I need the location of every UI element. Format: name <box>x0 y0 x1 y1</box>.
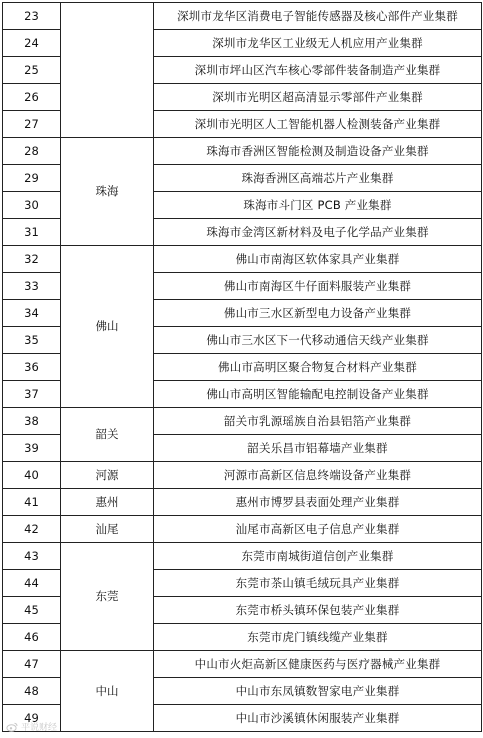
table-row <box>3 651 482 678</box>
city-cell: 佛山 <box>61 246 154 408</box>
cluster-name-cell: 佛山市三水区下一代移动通信天线产业集群 <box>154 327 482 354</box>
table-row <box>3 246 482 273</box>
row-number-cell: 44 <box>3 570 61 597</box>
cluster-name-cell: 河源市高新区信息终端设备产业集群 <box>154 462 482 489</box>
row-number-cell: 27 <box>3 111 61 138</box>
table-row <box>3 489 482 516</box>
weibo-icon <box>6 722 18 732</box>
row-number-cell: 36 <box>3 354 61 381</box>
table-row <box>3 462 482 489</box>
cluster-name-cell: 东莞市南城街道信创产业集群 <box>154 543 482 570</box>
row-number-cell: 32 <box>3 246 61 273</box>
cluster-name-cell: 韶关市乳源瑶族自治县铝箔产业集群 <box>154 408 482 435</box>
cluster-name-cell: 珠海市香洲区智能检测及制造设备产业集群 <box>154 138 482 165</box>
cluster-name-cell: 深圳市龙华区消费电子智能传感器及核心部件产业集群 <box>154 3 482 30</box>
row-number-cell: 26 <box>3 84 61 111</box>
table-body <box>3 3 482 732</box>
table-row <box>3 408 482 435</box>
watermark-text: 平说财经 <box>21 723 58 733</box>
cluster-name-cell: 佛山市高明区聚合物复合材料产业集群 <box>154 354 482 381</box>
row-number-cell: 43 <box>3 543 61 570</box>
cluster-name-cell: 佛山市高明区智能输配电控制设备产业集群 <box>154 381 482 408</box>
cluster-name-cell: 东莞市虎门镇线缆产业集群 <box>154 624 482 651</box>
cluster-name-cell: 珠海市斗门区 PCB 产业集群 <box>154 192 482 219</box>
row-number-cell: 49 <box>3 705 61 732</box>
city-cell <box>61 3 154 138</box>
row-number-cell: 33 <box>3 273 61 300</box>
source-watermark <box>6 720 57 733</box>
row-number-cell: 42 <box>3 516 61 543</box>
cluster-name-cell: 中山市东凤镇数智家电产业集群 <box>154 678 482 705</box>
row-number-cell: 23 <box>3 3 61 30</box>
row-number-cell: 35 <box>3 327 61 354</box>
cluster-name-cell: 深圳市龙华区工业级无人机应用产业集群 <box>154 30 482 57</box>
cluster-name-cell: 佛山市南海区牛仔面料服装产业集群 <box>154 273 482 300</box>
industry-cluster-table <box>2 2 482 732</box>
cluster-name-cell: 深圳市坪山区汽车核心零部件装备制造产业集群 <box>154 57 482 84</box>
cluster-name-cell: 中山市沙溪镇休闲服装产业集群 <box>154 705 482 732</box>
city-cell: 珠海 <box>61 138 154 246</box>
cluster-name-cell: 东莞市茶山镇毛绒玩具产业集群 <box>154 570 482 597</box>
cluster-name-cell: 深圳市光明区人工智能机器人检测装备产业集群 <box>154 111 482 138</box>
cluster-name-cell: 珠海香洲区高端芯片产业集群 <box>154 165 482 192</box>
row-number-cell: 29 <box>3 165 61 192</box>
table-row <box>3 138 482 165</box>
table-row <box>3 3 482 30</box>
cluster-name-cell: 佛山市三水区新型电力设备产业集群 <box>154 300 482 327</box>
row-number-cell: 39 <box>3 435 61 462</box>
city-cell: 东莞 <box>61 543 154 651</box>
city-cell: 河源 <box>61 462 154 489</box>
row-number-cell: 41 <box>3 489 61 516</box>
row-number-cell: 28 <box>3 138 61 165</box>
row-number-cell: 47 <box>3 651 61 678</box>
row-number-cell: 30 <box>3 192 61 219</box>
table-row <box>3 516 482 543</box>
row-number-cell: 46 <box>3 624 61 651</box>
cluster-name-cell: 中山市火炬高新区健康医药与医疗器械产业集群 <box>154 651 482 678</box>
cluster-name-cell: 珠海市金湾区新材料及电子化学品产业集群 <box>154 219 482 246</box>
cluster-name-cell: 汕尾市高新区电子信息产业集群 <box>154 516 482 543</box>
row-number-cell: 25 <box>3 57 61 84</box>
row-number-cell: 31 <box>3 219 61 246</box>
row-number-cell: 40 <box>3 462 61 489</box>
city-cell: 汕尾 <box>61 516 154 543</box>
cluster-name-cell: 深圳市光明区超高清显示零部件产业集群 <box>154 84 482 111</box>
row-number-cell: 48 <box>3 678 61 705</box>
row-number-cell: 34 <box>3 300 61 327</box>
row-number-cell: 38 <box>3 408 61 435</box>
row-number-cell: 45 <box>3 597 61 624</box>
cluster-name-cell: 佛山市南海区软体家具产业集群 <box>154 246 482 273</box>
table-row <box>3 543 482 570</box>
row-number-cell: 24 <box>3 30 61 57</box>
city-cell: 惠州 <box>61 489 154 516</box>
cluster-name-cell: 东莞市桥头镇环保包装产业集群 <box>154 597 482 624</box>
city-cell: 韶关 <box>61 408 154 462</box>
city-cell: 中山 <box>61 651 154 732</box>
row-number-cell: 37 <box>3 381 61 408</box>
cluster-name-cell: 惠州市博罗县表面处理产业集群 <box>154 489 482 516</box>
cluster-name-cell: 韶关乐昌市铝幕墙产业集群 <box>154 435 482 462</box>
